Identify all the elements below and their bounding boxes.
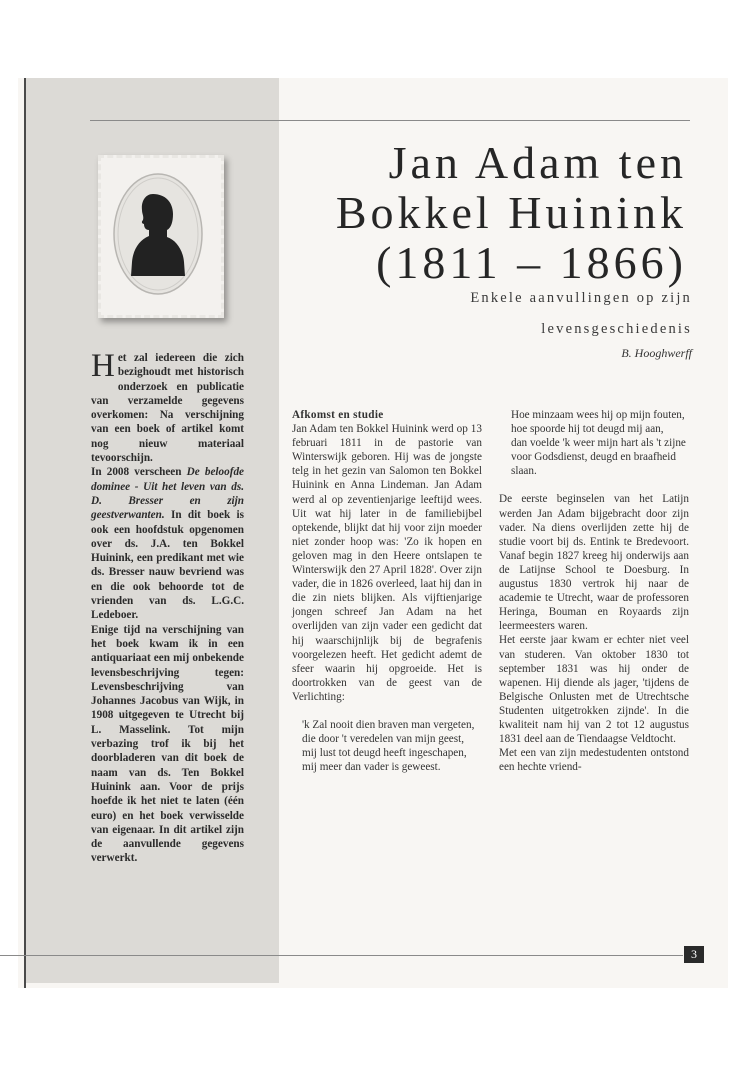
column2-paragraph-3: Met een van zijn medestudenten ontstond een hechte vriend- (499, 747, 689, 774)
article-title (335, 138, 687, 288)
subtitle-line-1: Enkele aanvullingen op zijn (470, 290, 692, 306)
column2-paragraph-2: Het eerste jaar kwam er echter niet veel van studeren. Van oktober 1830 tot september 1831 was hij onder de wapenen. Hij diende als jager, 'tijdens de Belgische Onlusten met de Utrechtsche Studenten uitgetrokken zijnde'. In die kwaliteit nam hij van 2 tot 12 augustus 1831 deel aan de Tiendaagse Veldtocht. (499, 634, 689, 746)
column2-paragraph-1: De eerste beginselen van het Latijn werden Jan Adam bijgebracht door zijn vader. Na diens overlijden zette hij de studie voort bij ds. Entink te Bredevoort. Vanaf begin 1827 kreeg hij onderwijs aan de Latijnse School te Doesburg. In augustus 1830 vertrok hij naar de academie te Utrecht, waar de professoren Heringa, Bouman en Royaards zijn leermeesters waren. (499, 493, 689, 633)
poem-line: Hoe minzaam wees hij op mijn fouten, (511, 409, 685, 421)
poem-stanza-2 (499, 408, 689, 478)
intro-text (91, 348, 245, 866)
title-line-3: (1811 – 1866) (376, 237, 687, 288)
top-rule (90, 120, 690, 121)
article-subtitle (380, 283, 692, 345)
title-line-1: Jan Adam ten (388, 137, 687, 188)
text-column-1 (292, 408, 482, 774)
column1-paragraph: Jan Adam ten Bokkel Huinink werd op 13 februari 1811 in de pastorie van Winterswijk geboren. Hij was de jongste telg in het gezin van Salomon ten Bokkel Huinink en Anna Lindeman. Jan Adam werd al op zeventienjarige leeftijd wees. Uit wat hij later in de familiebijbel optekende, blijkt dat hij voor zijn moeder niet zonder hoop was: 'Zo ik hopen en geloven mag in den Heere ontslapen te Winterswijk den 27 April 1828'. Over zijn vader, die in 1826 overleed, laat hij dan in die zin niets blijken. Als vijftienjarige jongen schreef Jan Adam na het overlijden van zijn vader een gedicht dat hij waarschijnlijk bij de begrafenis voorgelezen heeft. Het gedicht ademt de sfeer waarin hij opgroeide. Het is doortrokken van de geest van de Verlichting: (292, 423, 482, 703)
poem-line: mij lust tot deugd heeft ingeschapen, (302, 747, 467, 760)
intro-paragraph-2 (91, 465, 244, 622)
drop-cap: H (91, 348, 115, 384)
poem-line: voor Godsdienst, deugd en braafheid slaan. (511, 451, 676, 478)
poem-line: dan voelde 'k weer mijn hart als 't zijne (511, 437, 686, 450)
section-heading: Afkomst en studie (292, 409, 384, 421)
author-name: B. Hooghwerff (621, 346, 692, 360)
bottom-rule (0, 955, 683, 956)
poem-line: 'k Zal nooit dien braven man vergeten, (302, 718, 475, 731)
text-column-2 (499, 408, 689, 774)
intro-book-title: De beloofde dominee - Uit het leven van ds. D. Bresser en zijn geestverwanten. (91, 466, 245, 522)
poem-stanza-1 (292, 718, 482, 774)
page-spine (24, 78, 26, 988)
title-line-2: Bokkel Huinink (335, 187, 687, 238)
poem-line: hoe spoorde hij tot deugd mij aan, (511, 423, 664, 436)
silhouette-portrait (98, 155, 224, 318)
poem-line: die door 't veredelen van mijn geest, (302, 733, 465, 746)
subtitle-line-2: levensgeschiedenis (541, 321, 692, 337)
poem-line: mij meer dan vader is geweest. (302, 761, 441, 774)
intro-p2-start: In 2008 verscheen (91, 466, 187, 479)
intro-paragraph-1: et zal iedereen die zich bezighoudt met historisch onderzoek en publicatie van verzamelde gegevens overkomen: Na verschijning van een boek of artikel komt nog nieuw materiaal tevoorschijn. (91, 352, 244, 465)
page-number: 3 (684, 946, 704, 963)
intro-paragraph-3: Enige tijd na verschijning van het boek kwam ik in een antiquariaat een mij onbekende levensbeschrijving tegen: Levensbeschrijving van Johannes Jacobus van Wijk, in 1908 uitgegeven te Utrecht bij L. Masselink. Tot mijn verbazing trof ik bij het doorbladeren van dit boek de naam van ds. Ten Bokkel Huinink aan. Voor de prijs hoefde ik het niet te laten (één euro) en het boek verwisselde van eigenaar. In dit artikel zijn de aanvullende gegevens verwerkt. (91, 623, 244, 865)
intro-p2-end: In dit boek is ook een hoofdstuk opgenomen over ds. J.A. ten Bokkel Huinink, een predikant met wie ds. Bresser nauw bevriend was en die ook behoorde tot de vrienden van ds. L.G.C. Ledeboer. (91, 509, 244, 622)
silhouette-icon (101, 158, 215, 309)
